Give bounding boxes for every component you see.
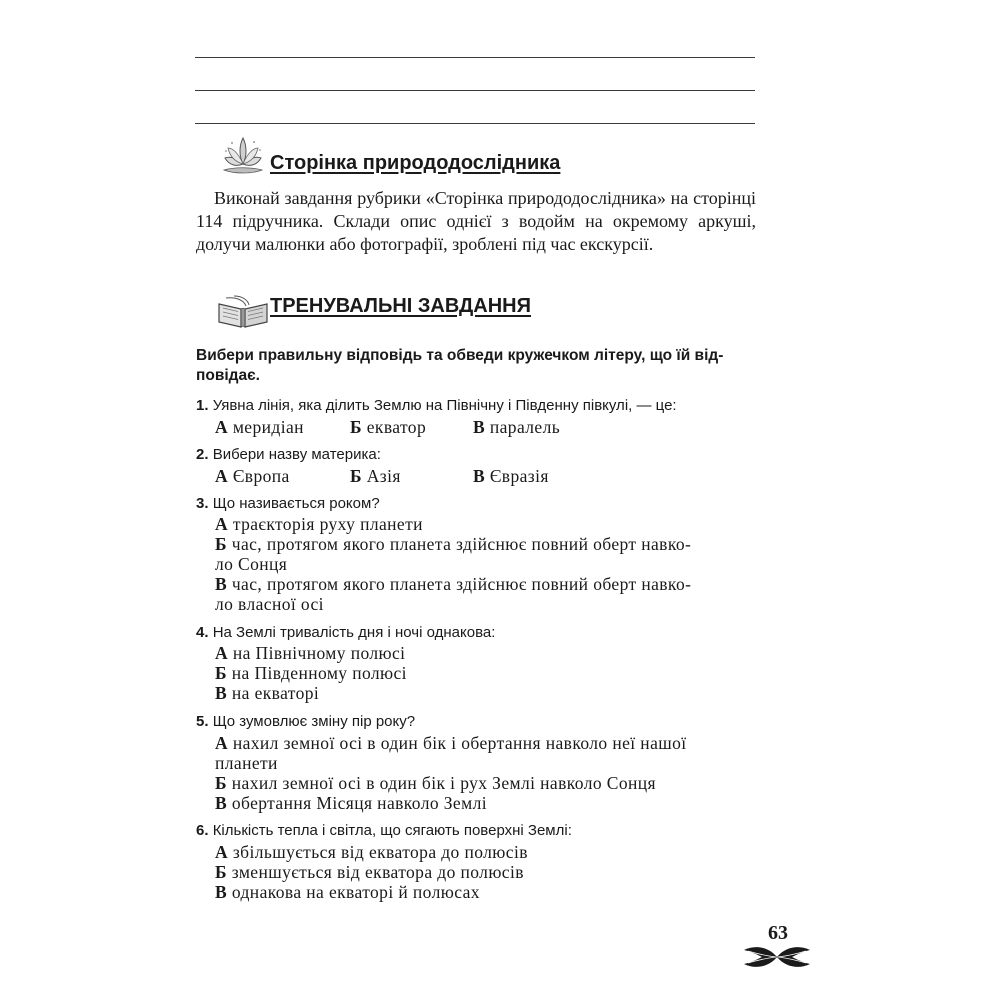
question-number: 1. bbox=[196, 397, 209, 414]
question-3 bbox=[196, 494, 762, 514]
option-letter: В bbox=[473, 417, 486, 437]
answer-option[interactable] bbox=[215, 862, 760, 882]
answer-option[interactable] bbox=[215, 733, 760, 773]
option-letter: В bbox=[215, 793, 228, 813]
question-text: Кількість тепла і світла, що сягають поверхні Землі: bbox=[212, 822, 572, 839]
question-5 bbox=[196, 712, 762, 732]
option-text: нахил земної осі в один бік і рух Землі навколо Сонця bbox=[231, 773, 656, 793]
option-letter: А bbox=[215, 643, 229, 663]
naturalist-paragraph bbox=[196, 187, 756, 256]
option-text: паралель bbox=[489, 417, 561, 437]
question-number: 5. bbox=[196, 713, 209, 730]
option-letter: В bbox=[215, 683, 228, 703]
instruction-line: Вибери правильну відповідь та обведи кружечком літеру, що їй від- bbox=[196, 347, 724, 364]
option-text: час, протягом якого планета здійснює повний оберт навко- bbox=[231, 574, 692, 594]
option-text: на Північному полюсі bbox=[232, 643, 406, 663]
option-letter: Б bbox=[215, 663, 227, 683]
question-text: Що називається роком? bbox=[212, 495, 380, 512]
option-text: час, протягом якого планета здійснює повний оберт навко- bbox=[231, 534, 692, 554]
option-text: збільшується від екватора до полюсів bbox=[232, 842, 528, 862]
option-letter: Б bbox=[350, 417, 362, 437]
option-text-continued: планети bbox=[215, 753, 278, 773]
page-number: 63 bbox=[768, 922, 788, 944]
answer-option[interactable] bbox=[473, 466, 613, 486]
question-text: Вибери назву материка: bbox=[212, 446, 381, 463]
answer-option[interactable] bbox=[215, 882, 760, 902]
option-text: Євразія bbox=[489, 466, 549, 486]
option-text: нахил земної осі в один бік і обертання навколо неї нашої bbox=[232, 733, 687, 753]
answer-option[interactable] bbox=[350, 417, 470, 437]
question-text: Що зумовлює зміну пір року? bbox=[212, 713, 416, 730]
lotus-icon bbox=[220, 134, 266, 180]
answer-option[interactable] bbox=[215, 663, 760, 683]
option-text: на Південному полюсі bbox=[231, 663, 407, 683]
option-letter: Б bbox=[215, 534, 227, 554]
option-letter: А bbox=[215, 733, 229, 753]
answer-option[interactable] bbox=[215, 514, 760, 534]
paragraph-line: на сторінці 114 підручника. Склади опис однієї з водойм на bbox=[196, 188, 756, 231]
answer-option[interactable] bbox=[215, 842, 760, 862]
question-number: 2. bbox=[196, 446, 209, 463]
option-letter: А bbox=[215, 514, 229, 534]
naturalist-heading: Сторінка природодослідника bbox=[270, 152, 561, 174]
answer-option[interactable] bbox=[350, 466, 460, 486]
answer-option[interactable] bbox=[215, 773, 760, 793]
paragraph-line: Виконай завдання рубрики «Сторінка природодослідника» bbox=[214, 188, 666, 208]
writing-line-2 bbox=[195, 90, 755, 91]
answer-option[interactable] bbox=[215, 574, 760, 614]
question-2 bbox=[196, 445, 762, 465]
option-letter: Б bbox=[215, 773, 227, 793]
answer-option[interactable] bbox=[215, 683, 760, 703]
option-text-continued: ло Сонця bbox=[215, 554, 288, 574]
answer-option[interactable] bbox=[215, 793, 760, 813]
answer-option[interactable] bbox=[473, 417, 613, 437]
option-text: зменшується від екватора до полюсів bbox=[231, 862, 524, 882]
training-heading: ТРЕНУВАЛЬНІ ЗАВДАННЯ bbox=[270, 295, 531, 317]
leaf-ornament-icon bbox=[742, 944, 812, 970]
option-letter: А bbox=[215, 466, 229, 486]
instruction-line: повідає. bbox=[196, 367, 260, 384]
question-text: На Землі тривалість дня і ночі однакова: bbox=[212, 624, 496, 641]
answer-option[interactable] bbox=[215, 643, 760, 663]
option-text: Азія bbox=[366, 466, 401, 486]
writing-line-1 bbox=[195, 57, 755, 58]
question-number: 6. bbox=[196, 822, 209, 839]
question-text: Уявна лінія, яка ділить Землю на Північну і Південну півкулі, — це: bbox=[212, 397, 677, 414]
option-letter: Б bbox=[350, 466, 362, 486]
answer-option[interactable] bbox=[215, 534, 760, 574]
question-1 bbox=[196, 396, 762, 416]
option-text: однакова на екваторі й полюсах bbox=[231, 882, 480, 902]
question-number: 3. bbox=[196, 495, 209, 512]
option-text: Європа bbox=[232, 466, 290, 486]
option-text: екватор bbox=[366, 417, 427, 437]
question-4 bbox=[196, 623, 762, 643]
paragraph-line: окремому аркуші, долучи малюнки або фотографії, зроблені bbox=[196, 211, 756, 254]
option-letter: А bbox=[215, 842, 229, 862]
answer-option[interactable] bbox=[215, 466, 345, 486]
option-letter: В bbox=[215, 882, 228, 902]
option-text: обертання Місяця навколо Землі bbox=[231, 793, 487, 813]
question-number: 4. bbox=[196, 624, 209, 641]
option-letter: А bbox=[215, 417, 229, 437]
option-letter: В bbox=[473, 466, 486, 486]
option-letter: Б bbox=[215, 862, 227, 882]
writing-line-3 bbox=[195, 123, 755, 124]
option-text: на екваторі bbox=[231, 683, 320, 703]
option-text-continued: ло власної осі bbox=[215, 594, 324, 614]
question-6 bbox=[196, 821, 762, 841]
option-text: меридіан bbox=[232, 417, 304, 437]
option-text: траєкторія руху планети bbox=[232, 514, 423, 534]
option-letter: В bbox=[215, 574, 228, 594]
paragraph-line: під час екскурсії. bbox=[522, 234, 654, 254]
answer-option[interactable] bbox=[215, 417, 345, 437]
open-book-icon bbox=[216, 294, 270, 330]
training-instruction bbox=[196, 346, 756, 386]
